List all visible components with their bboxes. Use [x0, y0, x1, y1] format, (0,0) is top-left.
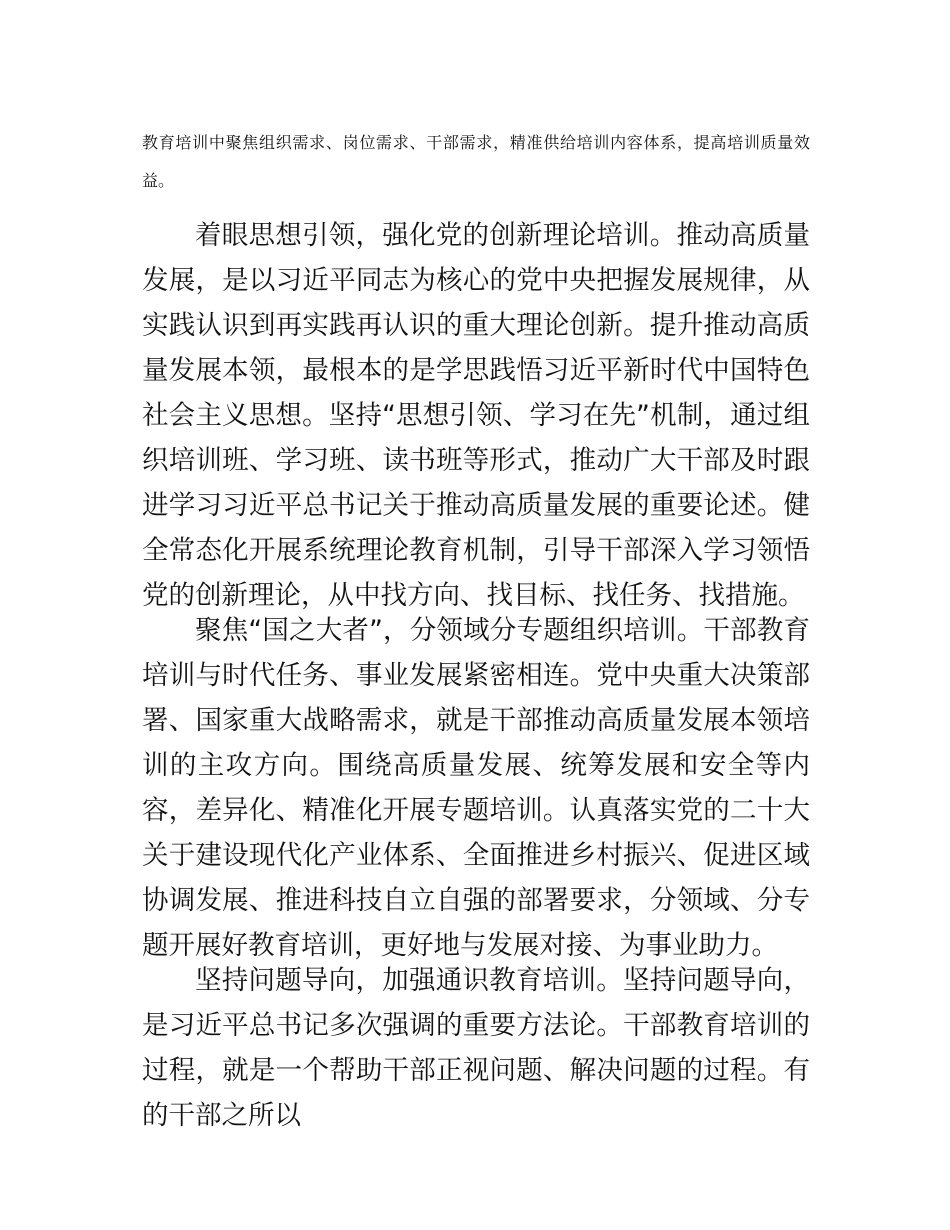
lead-paragraph: 教育培训中聚焦组织需求、岗位需求、干部需求，精准供给培训内容体系，提高培训质量效益。: [142, 133, 810, 190]
paragraph-problem-oriented: 坚持问题导向，加强通识教育培训。坚持问题导向，是习近平总书记多次强调的重要方法论。干部教育培训的过程，就是一个帮助干部正视问题、解决问题的过程。有的干部之所以: [142, 965, 810, 1131]
paragraph-ideological-guidance: 着眼思想引领，强化党的创新理论培训。推动高质量发展，是以习近平同志为核心的党中央把握发展规律，从实践认识到再实践再认识的重大理论创新。提升推动高质量发展本领，最根本的是学思践悟习近平新时代中国特色社会主义思想。坚持“思想引领、学习在先”机制，通过组织培训班、学习班、读书班等形式，推动广大干部及时跟进学习习近平总书记关于推动高质量发展的重要论述。健全常态化开展系统理论教育机制，引导干部深入学习领悟党的创新理论，从中找方向、找目标、找任务、找措施。: [142, 220, 810, 611]
paragraph-national-priorities: 聚焦“国之大者”，分领域分专题组织培训。干部教育培训与时代任务、事业发展紧密相连。党中央重大决策部署、国家重大战略需求，就是干部推动高质量发展本领培训的主攻方向。围绕高质量发展、统筹发展和安全等内容，差异化、精准化开展专题培训。认真落实党的二十大关于建设现代化产业体系、全面推进乡村振兴、促进区域协调发展、推进科技自立自强的部署要求，分领域、分专题开展好教育培训，更好地与发展对接、为事业助力。: [142, 615, 810, 961]
